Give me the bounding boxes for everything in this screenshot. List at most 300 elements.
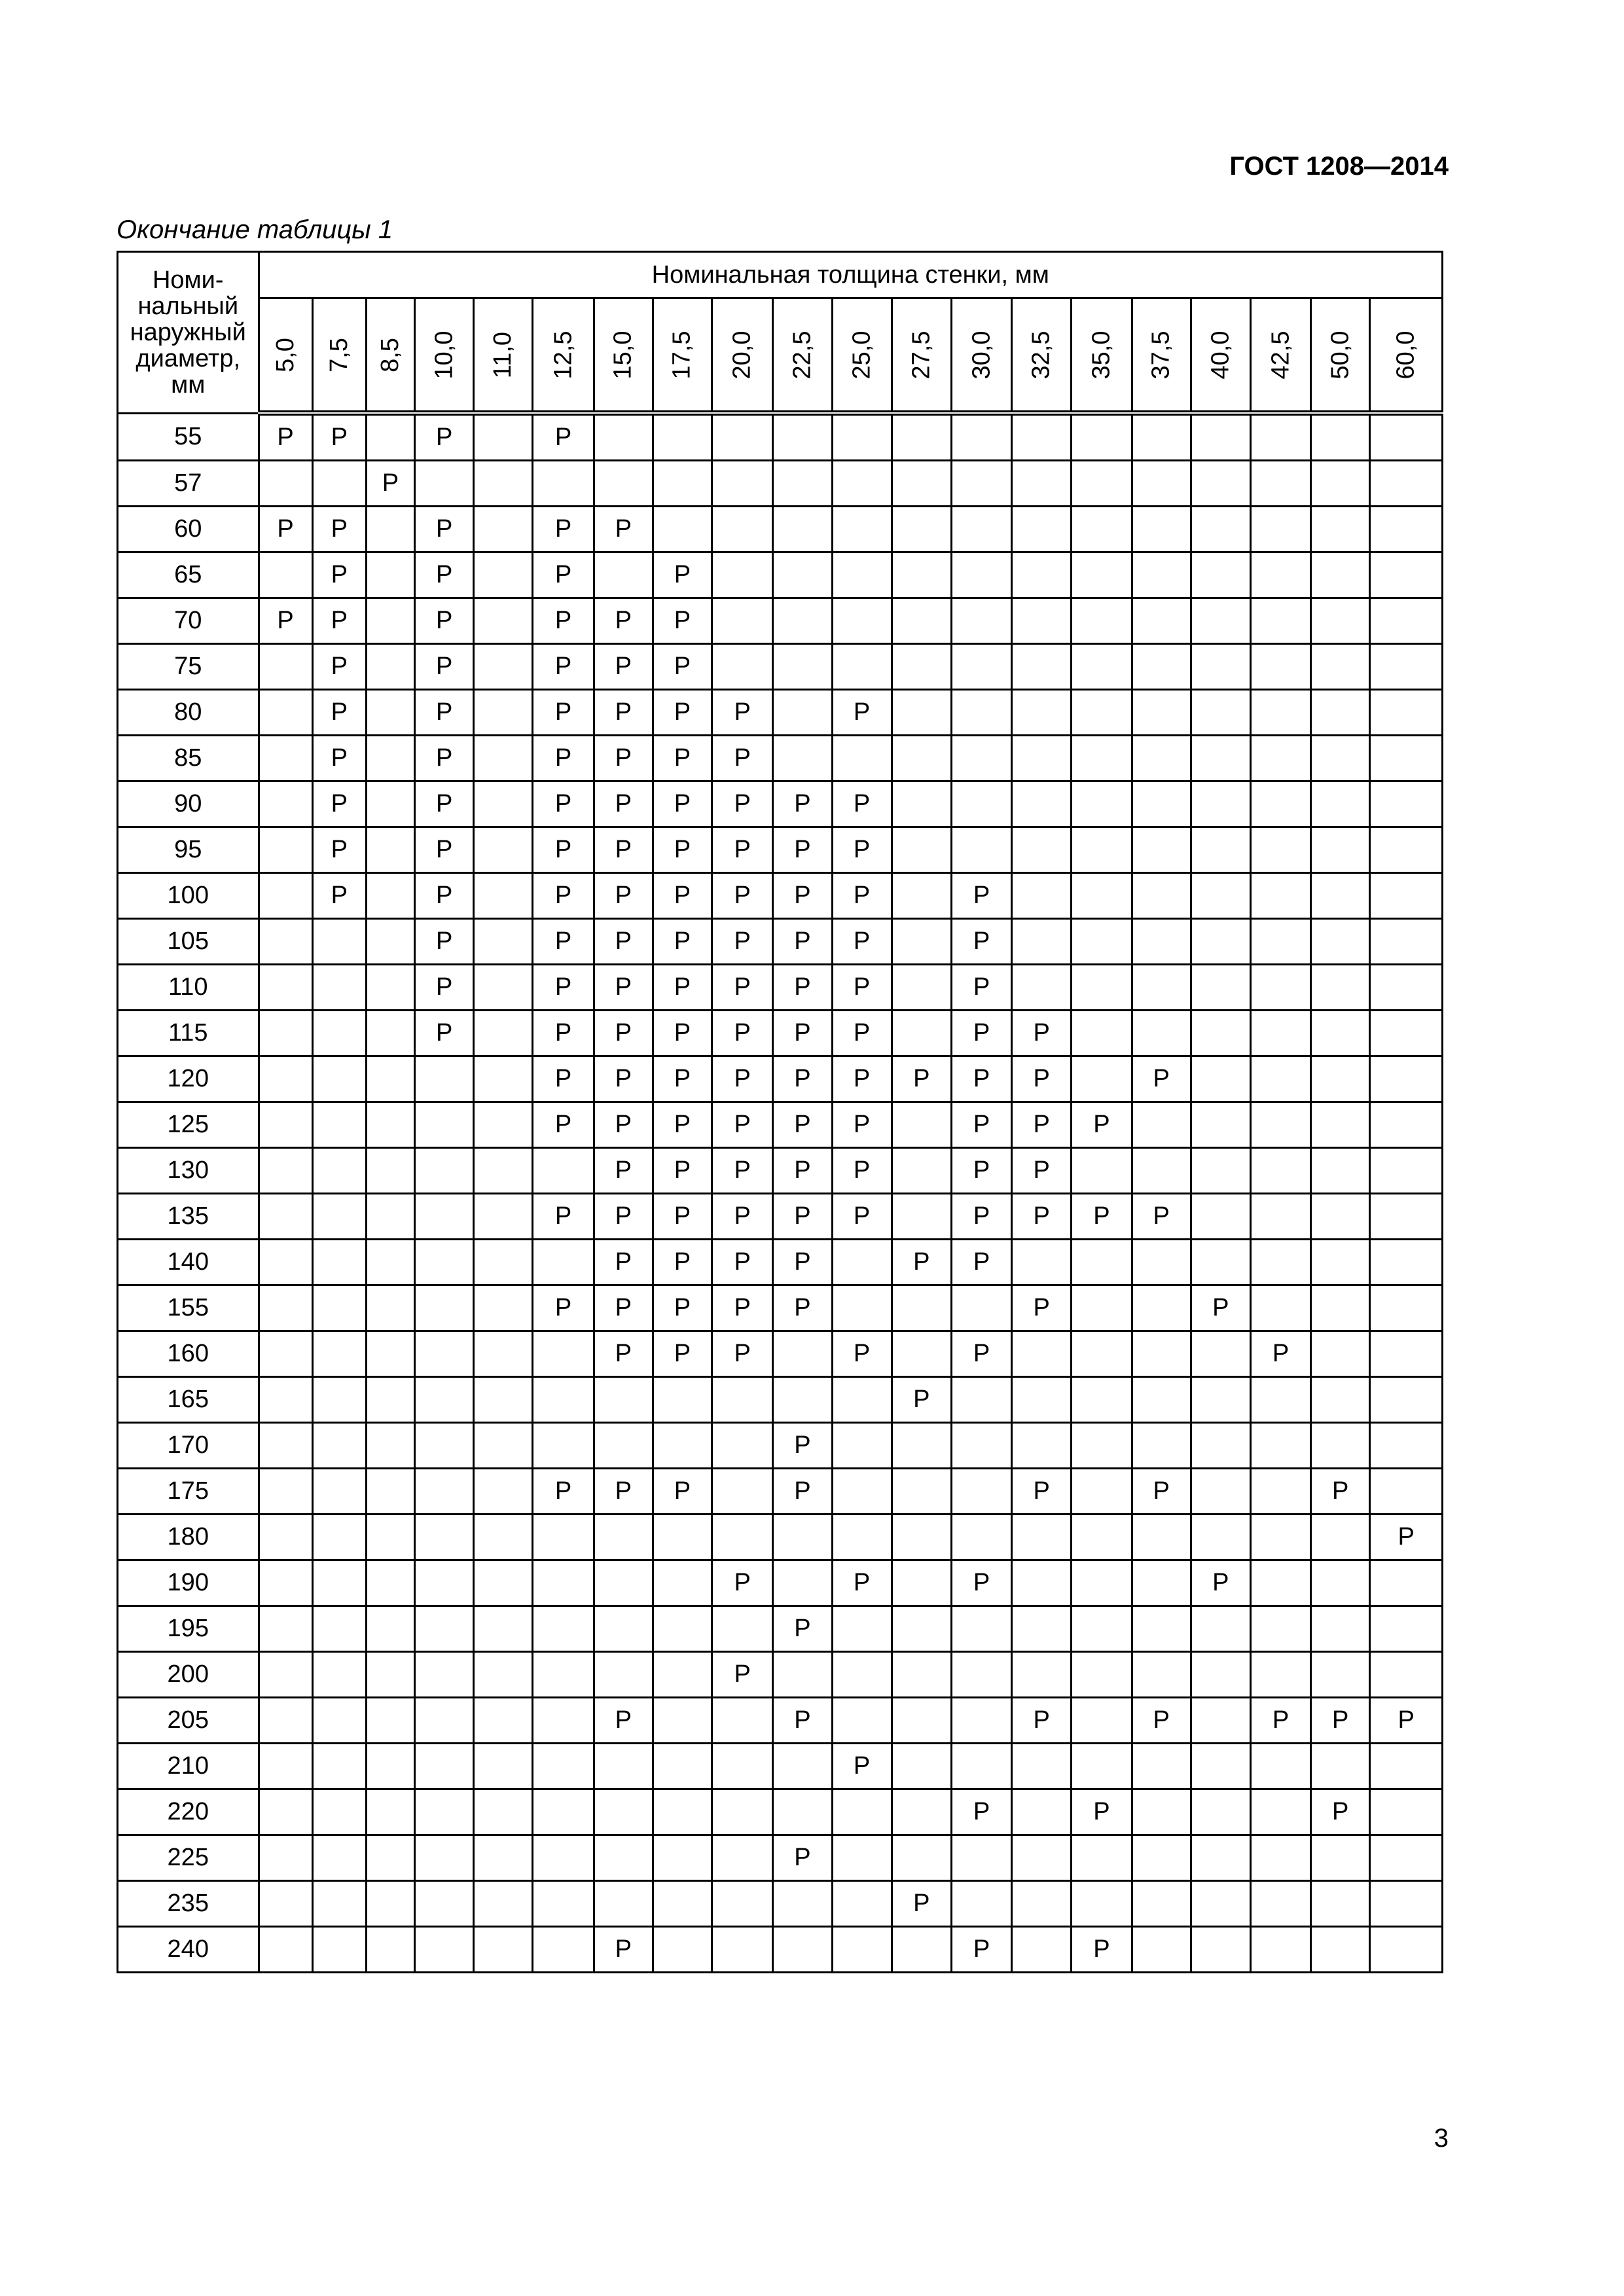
table-row [118,1377,1443,1423]
availability-cell [773,644,832,690]
availability-cell [366,1560,414,1606]
availability-cell [366,1423,414,1469]
availability-cell: Р [1132,1056,1191,1102]
availability-cell [474,1285,533,1331]
availability-cell [1370,1285,1443,1331]
availability-cell: Р [773,1698,832,1744]
availability-cell [1072,413,1132,461]
availability-cell [474,1469,533,1515]
availability-cell [312,1606,366,1652]
availability-cell [259,1652,312,1698]
availability-cell [773,1560,832,1606]
availability-cell [712,1789,773,1835]
availability-cell [1191,1056,1250,1102]
availability-cell [1250,1423,1310,1469]
availability-cell: Р [951,1148,1011,1194]
availability-cell: Р [951,873,1011,919]
availability-cell [1012,1515,1072,1560]
availability-cell [474,1560,533,1606]
availability-cell: Р [1132,1698,1191,1744]
diameter-cell: 160 [118,1331,259,1377]
availability-cell [1132,507,1191,552]
availability-cell: Р [832,1148,892,1194]
availability-cell [1191,1331,1250,1377]
thickness-column-header [312,298,366,414]
availability-cell: Р [773,919,832,965]
availability-cell [1250,736,1310,781]
availability-cell [1012,644,1072,690]
availability-cell: Р [712,1560,773,1606]
availability-cell: Р [312,827,366,873]
availability-cell: Р [1012,1011,1072,1056]
availability-cell: Р [712,873,773,919]
availability-cell [1311,1652,1370,1698]
availability-cell: Р [653,1148,712,1194]
availability-cell: Р [594,1927,653,1973]
availability-cell [653,1744,712,1789]
availability-cell [474,1240,533,1285]
availability-cell: Р [951,1011,1011,1056]
availability-cell [474,1698,533,1744]
availability-cell: Р [951,1240,1011,1285]
availability-cell: Р [773,827,832,873]
availability-cell [533,1835,594,1881]
table-row [118,461,1443,507]
outer-diameter-header-text: Номи- нальный наружный диаметр, мм [130,266,246,399]
availability-cell [653,1423,712,1469]
availability-cell: Р [712,781,773,827]
availability-cell [1012,1606,1072,1652]
availability-cell [1132,1881,1191,1927]
diameter-cell: 240 [118,1927,259,1973]
availability-cell [892,1148,951,1194]
thickness-column-header [712,298,773,414]
thickness-column-label: 42,5 [1267,331,1295,379]
availability-cell [712,1515,773,1560]
availability-cell [259,1515,312,1560]
table-row [118,1148,1443,1194]
wall-thickness-table [117,251,1443,1973]
availability-cell [1191,1789,1250,1835]
availability-cell [474,1652,533,1698]
availability-cell: Р [712,919,773,965]
availability-cell [1250,1194,1310,1240]
availability-cell [1132,1240,1191,1285]
availability-cell [259,1881,312,1927]
availability-cell: Р [533,1056,594,1102]
availability-cell [1370,644,1443,690]
availability-cell: Р [773,1011,832,1056]
thickness-column-header [533,298,594,414]
availability-cell [366,598,414,644]
availability-cell [259,1102,312,1148]
availability-cell [312,1881,366,1927]
availability-cell: Р [594,690,653,736]
availability-cell [594,1423,653,1469]
availability-cell [1250,1789,1310,1835]
availability-cell [1311,690,1370,736]
availability-cell: Р [594,1148,653,1194]
availability-cell [1370,1331,1443,1377]
availability-cell [1191,690,1250,736]
availability-cell [1012,1789,1072,1835]
availability-cell [1132,690,1191,736]
availability-cell [312,1056,366,1102]
availability-cell [892,1606,951,1652]
availability-cell [1311,1194,1370,1240]
availability-cell: Р [773,1285,832,1331]
availability-cell [366,1835,414,1881]
availability-cell [951,461,1011,507]
availability-cell [259,1148,312,1194]
availability-cell: Р [594,644,653,690]
availability-cell: Р [892,1377,951,1423]
availability-cell: Р [712,1194,773,1240]
availability-cell [892,1011,951,1056]
availability-cell [312,1285,366,1331]
availability-cell [892,1285,951,1331]
availability-cell [1012,1331,1072,1377]
availability-cell [1191,1011,1250,1056]
availability-cell [259,919,312,965]
availability-cell: Р [594,827,653,873]
availability-cell [1311,1011,1370,1056]
thickness-header-row [118,298,1443,414]
availability-cell [951,552,1011,598]
availability-cell [653,1927,712,1973]
availability-cell [1012,1560,1072,1606]
availability-cell: Р [832,919,892,965]
availability-cell [259,1240,312,1285]
availability-cell [1311,1102,1370,1148]
availability-cell [415,1698,474,1744]
availability-cell [1132,1285,1191,1331]
thickness-column-header [1311,298,1370,414]
thickness-column-header [892,298,951,414]
availability-cell: Р [533,1194,594,1240]
availability-cell [1072,1560,1132,1606]
availability-cell [892,461,951,507]
availability-cell [1311,1056,1370,1102]
thickness-column-header [1132,298,1191,414]
availability-cell [1191,873,1250,919]
availability-cell [773,1881,832,1927]
availability-cell: Р [415,736,474,781]
availability-cell [892,507,951,552]
availability-cell [832,1652,892,1698]
availability-cell [259,1927,312,1973]
availability-cell: Р [533,598,594,644]
availability-cell: Р [773,1240,832,1285]
availability-cell [832,1423,892,1469]
availability-cell [1370,1377,1443,1423]
availability-cell [892,690,951,736]
table-caption: Окончание таблицы 1 [117,215,393,244]
availability-cell [1311,1423,1370,1469]
availability-cell [312,1927,366,1973]
availability-cell: Р [1012,1056,1072,1102]
availability-cell [1072,1148,1132,1194]
availability-cell: Р [712,1102,773,1148]
availability-cell [1072,1744,1132,1789]
availability-cell: Р [951,965,1011,1011]
availability-cell [1072,507,1132,552]
availability-cell [474,919,533,965]
availability-cell [415,1652,474,1698]
diameter-cell: 135 [118,1194,259,1240]
availability-cell [312,1515,366,1560]
availability-cell [1072,965,1132,1011]
availability-cell: Р [653,781,712,827]
availability-cell [892,1515,951,1560]
availability-cell [1012,413,1072,461]
availability-cell [1250,1606,1310,1652]
availability-cell [1311,507,1370,552]
availability-cell [366,1744,414,1789]
availability-cell [1012,873,1072,919]
availability-cell [1191,919,1250,965]
availability-cell [366,1102,414,1148]
availability-cell: Р [951,1331,1011,1377]
availability-cell [1072,461,1132,507]
availability-cell [1250,965,1310,1011]
availability-cell [712,1835,773,1881]
thickness-column-label: 27,5 [907,331,935,379]
availability-cell [1191,507,1250,552]
availability-cell: Р [653,965,712,1011]
availability-cell [1072,1285,1132,1331]
availability-cell: Р [1072,1102,1132,1148]
availability-cell: Р [653,1469,712,1515]
availability-cell [415,1835,474,1881]
diameter-cell: 57 [118,461,259,507]
availability-cell: Р [892,1240,951,1285]
availability-cell [773,1744,832,1789]
availability-cell [259,461,312,507]
availability-cell [533,1560,594,1606]
availability-cell [1250,644,1310,690]
thickness-column-label: 15,0 [609,331,637,379]
availability-cell [951,507,1011,552]
availability-cell [832,552,892,598]
availability-cell [415,1240,474,1285]
availability-cell: Р [415,644,474,690]
availability-cell [366,827,414,873]
availability-cell [1250,1560,1310,1606]
availability-cell [1012,1377,1072,1423]
availability-cell [1311,827,1370,873]
availability-cell: Р [1191,1285,1250,1331]
thickness-column-header [832,298,892,414]
availability-cell [1072,1652,1132,1698]
table-row [118,827,1443,873]
availability-cell [1012,965,1072,1011]
availability-cell [366,781,414,827]
table-row [118,1698,1443,1744]
availability-cell [832,1789,892,1835]
availability-cell [259,1698,312,1744]
diameter-cell: 85 [118,736,259,781]
availability-cell [773,413,832,461]
thickness-column-header [1370,298,1443,414]
availability-cell [712,552,773,598]
availability-cell [951,736,1011,781]
availability-cell: Р [1311,1789,1370,1835]
availability-cell [1311,1881,1370,1927]
availability-cell [653,1881,712,1927]
availability-cell: Р [533,552,594,598]
availability-cell [1012,1652,1072,1698]
availability-cell: Р [832,1102,892,1148]
availability-cell [1012,736,1072,781]
thickness-column-label: 30,0 [967,331,995,379]
diameter-cell: 110 [118,965,259,1011]
availability-cell [366,919,414,965]
availability-cell [259,1331,312,1377]
availability-cell [415,1102,474,1148]
availability-cell: Р [1012,1698,1072,1744]
availability-cell [1311,1927,1370,1973]
availability-cell [1311,873,1370,919]
thickness-column-label: 17,5 [668,331,696,379]
availability-cell: Р [951,1927,1011,1973]
availability-cell [312,965,366,1011]
availability-cell [312,1148,366,1194]
table-row [118,644,1443,690]
availability-cell [832,1377,892,1423]
availability-cell [1072,1469,1132,1515]
availability-cell: Р [653,552,712,598]
thickness-column-header [1072,298,1132,414]
availability-cell: Р [533,1011,594,1056]
availability-cell: Р [312,781,366,827]
availability-cell [1370,413,1443,461]
availability-cell [415,1423,474,1469]
availability-cell: Р [773,1606,832,1652]
availability-cell [1072,873,1132,919]
availability-cell [1012,461,1072,507]
availability-cell: Р [415,827,474,873]
availability-cell [832,413,892,461]
availability-cell [1132,1011,1191,1056]
availability-cell: Р [832,1056,892,1102]
availability-cell [366,1377,414,1423]
availability-cell [1370,1606,1443,1652]
diameter-cell: 55 [118,413,259,461]
availability-cell [1012,1744,1072,1789]
availability-cell [1012,1240,1072,1285]
availability-cell [594,461,653,507]
availability-cell [259,1789,312,1835]
diameter-cell: 180 [118,1515,259,1560]
availability-cell: Р [1370,1698,1443,1744]
availability-cell [892,1469,951,1515]
availability-cell [1191,1606,1250,1652]
availability-cell [951,1285,1011,1331]
availability-cell [951,1881,1011,1927]
availability-cell: Р [951,919,1011,965]
availability-cell [1250,1927,1310,1973]
thickness-column-label: 35,0 [1087,331,1115,379]
availability-cell [474,781,533,827]
availability-cell: Р [653,1331,712,1377]
table-row [118,1560,1443,1606]
availability-cell: Р [594,965,653,1011]
availability-cell: Р [594,919,653,965]
availability-cell [832,1240,892,1285]
availability-cell [533,1240,594,1285]
availability-cell [415,1469,474,1515]
availability-cell: Р [1311,1469,1370,1515]
availability-cell: Р [594,873,653,919]
availability-cell [832,1469,892,1515]
availability-cell [1311,736,1370,781]
diameter-cell: 210 [118,1744,259,1789]
availability-cell [594,1789,653,1835]
availability-cell: Р [415,413,474,461]
table-row [118,552,1443,598]
thickness-column-header [951,298,1011,414]
table-row [118,1927,1443,1973]
availability-cell [892,965,951,1011]
availability-cell [474,1744,533,1789]
diameter-cell: 200 [118,1652,259,1698]
availability-cell: Р [415,1011,474,1056]
availability-cell [1191,552,1250,598]
availability-cell [594,413,653,461]
availability-cell: Р [712,1652,773,1698]
availability-cell [259,552,312,598]
availability-cell [1370,507,1443,552]
availability-cell [474,690,533,736]
availability-cell [1311,965,1370,1011]
table-row [118,1881,1443,1927]
availability-cell [1370,1194,1443,1240]
availability-cell [1072,690,1132,736]
availability-cell [1370,1102,1443,1148]
availability-cell [474,1011,533,1056]
availability-cell: Р [312,690,366,736]
availability-cell: Р [415,873,474,919]
availability-cell: Р [653,598,712,644]
availability-cell [1132,413,1191,461]
availability-cell [951,1698,1011,1744]
availability-cell: Р [653,1056,712,1102]
availability-cell [259,1194,312,1240]
availability-cell [474,1927,533,1973]
availability-cell: Р [712,736,773,781]
availability-cell [1012,1927,1072,1973]
availability-cell [1012,690,1072,736]
availability-cell [366,1469,414,1515]
availability-cell: Р [892,1056,951,1102]
availability-cell [1370,965,1443,1011]
availability-cell [366,873,414,919]
availability-cell [712,598,773,644]
availability-cell [1250,1881,1310,1927]
table-row [118,1744,1443,1789]
thickness-column-header [1191,298,1250,414]
availability-cell: Р [1370,1515,1443,1560]
availability-cell [1191,781,1250,827]
availability-cell [951,827,1011,873]
availability-cell: Р [832,1744,892,1789]
availability-cell: Р [259,413,312,461]
availability-cell: Р [594,1331,653,1377]
availability-cell [1311,1148,1370,1194]
availability-cell: Р [712,690,773,736]
availability-cell [1191,1835,1250,1881]
